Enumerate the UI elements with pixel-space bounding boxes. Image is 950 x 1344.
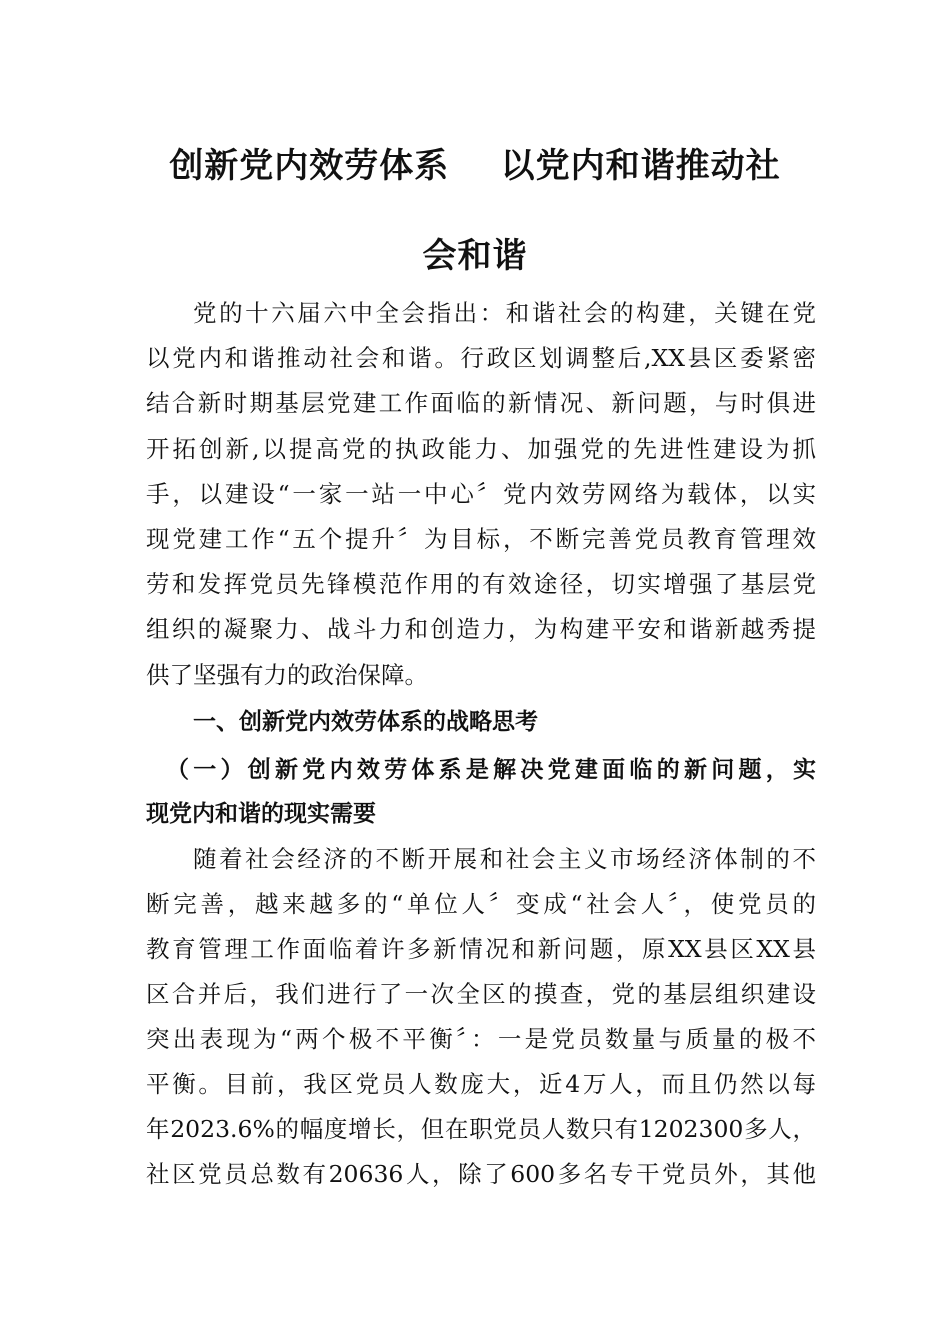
- paragraph-line: 现党建工作“五个提升〞为目标，不断完善党员教育管理效: [146, 525, 816, 553]
- paragraph-line: 区合并后，我们进行了一次全区的摸查，党的基层组织建设: [146, 980, 816, 1008]
- document-title-line-2: 会和谐: [422, 236, 528, 276]
- subsection-heading-line-2: 现党内和谐的现实需要: [146, 801, 376, 827]
- paragraph-line: 开拓创新,以提高党的执政能力、加强党的先进性建设为抓: [146, 435, 816, 463]
- paragraph-line: 社区党员总数有20636人，除了600多名专干党员外，其他: [146, 1160, 816, 1188]
- section-heading-1: 一、创新党内效劳体系的战略思考: [193, 709, 538, 735]
- subsection-heading-line-1: （一）创新党内效劳体系是解决党建面临的新问题，实: [166, 757, 816, 783]
- paragraph-line: 结合新时期基层党建工作面临的新情况、新问题，与时俱进: [146, 389, 816, 417]
- paragraph-line: 教育管理工作面临着许多新情况和新问题，原XX县区XX县: [146, 935, 816, 963]
- paragraph-line: 组织的凝聚力、战斗力和创造力，为构建平安和谐新越秀提: [146, 615, 816, 643]
- paragraph-line: 随着社会经济的不断开展和社会主义市场经济体制的不: [193, 845, 816, 873]
- paragraph-line: 党的十六届六中全会指出：和谐社会的构建，关键在党: [193, 299, 816, 327]
- paragraph-line: 供了坚强有力的政治保障。: [146, 661, 428, 689]
- paragraph-line: 断完善，越来越多的“单位人〞变成“社会人〞，使党员的: [146, 890, 816, 918]
- paragraph-line: 劳和发挥党员先锋模范作用的有效途径，切实增强了基层党: [146, 570, 816, 598]
- paragraph-line: 年2023.6%的幅度增长，但在职党员人数只有1202300多人，: [146, 1115, 816, 1143]
- document-title-line-1: 创新党内效劳体系 以党内和谐推动社: [169, 146, 781, 186]
- paragraph-line: 突出表现为“两个极不平衡〞：一是党员数量与质量的极不: [146, 1025, 816, 1053]
- paragraph-line: 以党内和谐推动社会和谐。行政区划调整后,XX县区委紧密: [146, 344, 816, 372]
- paragraph-line: 手，以建设“一家一站一中心〞党内效劳网络为载体，以实: [146, 480, 816, 508]
- paragraph-line: 平衡。目前，我区党员人数庞大，近4万人，而且仍然以每: [146, 1070, 816, 1098]
